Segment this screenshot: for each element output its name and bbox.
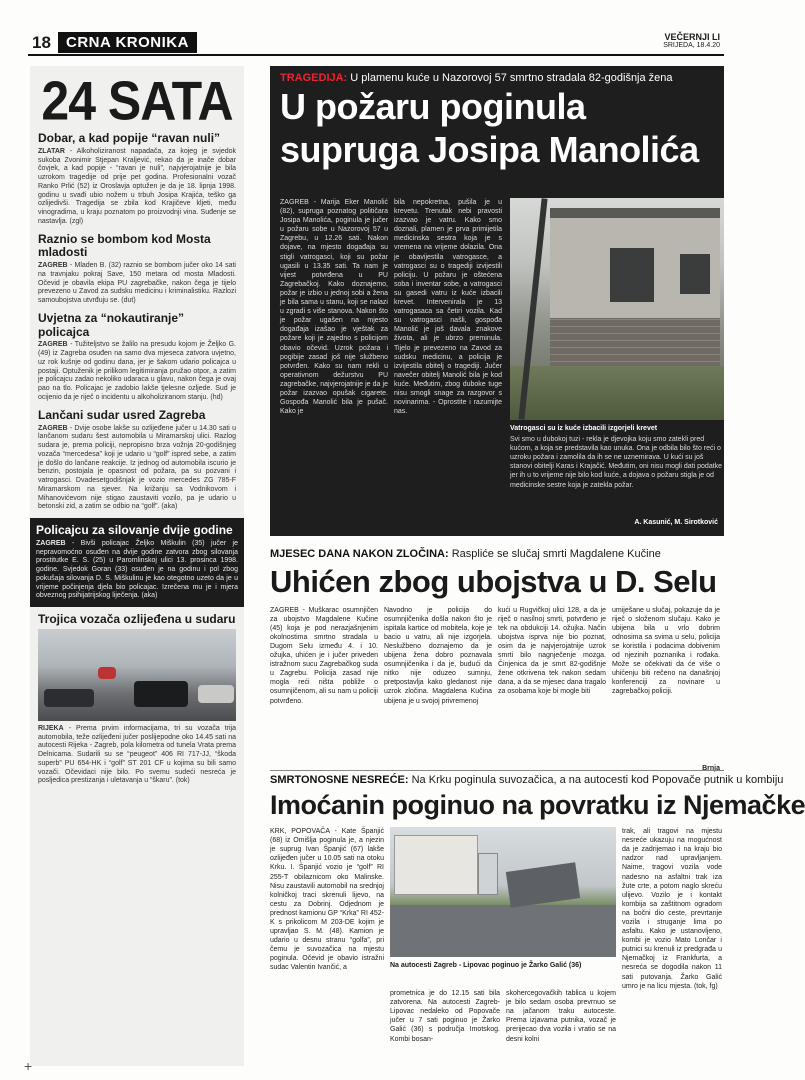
- house-window: [680, 254, 710, 294]
- car-shape: [98, 667, 116, 679]
- story3-col-3: skohercegovačkih tablica u kojem je bilo sedam osoba prevrnuo se na jačanom traku autoceste. Prema izjavama putnika, vozač je prerijecao dva vozila i vratio se na desni kolni: [506, 990, 616, 1043]
- brief-zlatar: [38, 132, 236, 227]
- car-shape: [44, 689, 94, 707]
- road: [390, 905, 616, 957]
- main-col-2: bila nepokretna, pušila je u krevetu. Trenutak nebi pravosti izazvao je vatru. Kako smo doznali, plamen je prva primijetila medicinska sestra koja je s vremena na vrijeme dolazila. Ona je obavijestila vatrogasce, a vatrogasci su o tragediji izvijestili policiju. U požaru je oštećena soba i inventar sobe, a vatrogasci su gasedi vatru iz kuće izbacili krevet. Intervenirala je 13 vatrogasaca sa četiri vozila. Kad su vatrogasci našli, gospođa Manolić je još davala znakove života, ali je ubrzo preminula. Tijelo je prevezeno na Zavod za sudsku medicinu, a policija je izvijestila obitelj o tragediji. Jučer navečer obitelj Manolić bila je kod kuće. Međutim, zbog duboke tuge nisu smogli snage za razgovor s novinarima. - Oprostite i razumijte nas.: [394, 199, 502, 416]
- brief-policajac: [38, 312, 236, 403]
- story2-headline: Uhićen zbog ubojstva u D. Selu: [270, 564, 717, 599]
- brief-trojica: [38, 613, 236, 786]
- masthead-date: SRIJEDA, 18.4.20: [663, 42, 720, 49]
- section-label: CRNA KRONIKA: [58, 32, 197, 53]
- page-header: [28, 30, 724, 56]
- story3-body: [270, 827, 724, 1067]
- brief-headline: Lančani sudar usred Zagreba: [38, 407, 206, 422]
- car-shape: [134, 681, 188, 707]
- main-headline-line2: supruga Josipa Manolića: [280, 128, 699, 170]
- crash-photo: [38, 629, 236, 721]
- page-number: 18: [32, 33, 51, 52]
- story-dugo-selo: [270, 548, 724, 776]
- story3-col-4: trak, ali tragovi na mjestu nesreće ukazuju na mogućnost da je zadrijemao i na kraju bio nadzor nad upravljanjem. Naime, tragovi vozila vode nadesno na asfaltni trak iza žute crte, a potom naglo skreću ulijevo. Vozilo je i kontakt kombija sa zaštitnom ogradom na bočni dio ceste, prevrtanje vozila i struganje lima po asfaltu. Kako je ustanovljeno, kombi je vozio Mato Lončar i putnici su krenuli iz predgrađa u Njemačkoj iz Frankfurta, a nesreća se dogodila nakon 11 sati putovanja. Žarko Galić umro je na licu mjesta. (tok, fg): [622, 828, 722, 990]
- brief-sudar: [38, 409, 236, 512]
- story3-kicker: SMRTONOSNE NESREĆE: Na Krku poginula suvozačica, a na autocesti kod Popovače putnik u kombiju: [270, 774, 784, 786]
- brief-text: ZAGREB - Bivši policajac Željko Miškulin (35) jučer je nepravomoćno osuđen na dvije godine zatvora zbog silovanja prostitutke E. S. (25) u Paromlinskoj ulici 13. prosinca 1998. godine. Svjedok Goran (33) osuđen je na godinu i pol zbog pokušaja silovanja D. S. Miškulinu je kao otegotno uzeto da je u vrijeme počinjenja djela bio policajac. Izrečena mu je i mjera obveznog psihijatrijskog liječenja. (aka): [36, 539, 238, 600]
- main-photo-caption: Vatrogasci su iz kuće izbacili izgorjeli krevet Svi smo u dubokoj tuzi - rekla je djevojka koju smo zatekli pred kućom, a koja se predstavila kao unuka. Ona je odbila bilo što reći o uzroku požara i zamolila da ih se ne uznemirava. U kući su još stanovi obitelji Karas i Krajačić. Međutim, oni nisu mogli dati podatke jer ih u to vrijeme nije bilo kod kuće, a dojava o požaru stigla je od medicinske sestre koja je zatekla požar.: [510, 425, 723, 489]
- main-body: [270, 192, 724, 536]
- story-imocanin: [270, 770, 805, 1067]
- car-shape: [198, 685, 234, 703]
- brief-text: ZAGREB - Dvije osobe lakše su ozlijeđene jučer u 14.30 sati u lančanom sudaru šest automobila u Miramarskoj ulici. Razlog sudara je, prema policiji, nepropisno brza vožnja 20-godišnjeg vozača “mercedesa” koji je udario u “golf” ispred sebe, a zatim je došlo do lančane reakcije. Iz jednog od automobila iscurio je benzin, postojala je opasnost od požara, pa su pozvani i vatrogasci. Dvadesetgodišnjak je vozio mercedes ZG 785-F Miramarskom na sjever. Na križanju sa Vodnikovom i Mihanovićevom nije stigao zaustaviti vozilo, pa je udario u betonski zid, a zatim se odbio na “golf”. (aka): [38, 424, 236, 511]
- story2-col-3: kući u Rugvičkoj ulici 128, a da je riječ o nasilnoj smrti, potvrđeno je tek na obdukciji 14. ožujka. Način ubojstva isprva nije bio poznat, osim da je najvjerojatnije uzrok smrti bilo nagnječenje mozga. Činjenica da je smrt 82-godišnje žene otkrivena tek nakon sedam dana, a da se mjesec dana tragalo za osobama koje bi mogle biti: [498, 606, 606, 696]
- story2-kicker: MJESEC DANA NAKON ZLOČINA: Raspliće se slučaj smrti Magdalene Kučine: [270, 548, 661, 560]
- sidebar-24-sata: [30, 66, 244, 1066]
- story2-col-4: umiješane u slučaj, pokazuje da je riječ o složenom slučaju. Kako je ubijena bila u vrlo dobrim odnosima sa svima u selu, policija se koristila i podacima dobivenim od njezinih poznanika i rođaka. Može se očekivati da će više o uhićenju biti rečeno na današnjoj konferenciji za novinare u zagrebačkoj policiji.: [612, 606, 720, 696]
- masthead-title: VEČERNJI LI: [664, 32, 720, 42]
- brief-text: ZAGREB - Mladen B. (32) raznio se bombom jučer oko 14 sati na travnjaku pokraj Save, 150 metara od mosta Mladosti. Očevid je obavila ekipa PU zagrebačke, nakon čega je tijelo prevezeno u Zavod za sudsku medicinu i kriminalistiku. Razlozi samoubojstva utvrđuju se. (dut): [38, 262, 236, 305]
- story3-headline: Imoćanin poginuo na povratku iz Njemačke: [270, 790, 805, 820]
- main-story: [270, 66, 724, 536]
- brief-headline: Trojica vozača ozlijeđena u sudaru: [38, 612, 236, 627]
- masthead: [663, 32, 720, 49]
- crash-truck-photo: [390, 827, 616, 957]
- story2-signature: Brnja: [702, 764, 720, 772]
- main-headline-line1: U požaru poginula: [280, 86, 586, 127]
- main-col-1: ZAGREB - Marija Eker Manolić (82), supruga poznatog političara Josipa Manolića, poginula je jučer u požaru sobe u Nazorovoj 57 u Zagrebu, u 12.26 sati. Nakon dojave, na mjesto događaja su stigli vatrogasci, koji su požar ugasili u 13.35 sati. Ta nam je vijest potvrđena u PU Zagrebačkoj. Kako doznajemo, požar je izbio u jednoj sobi a žena je bila sama u stanu, koji se nalazi u zgradi s više stanova. Nakon što je požar ugašen na mjesto događaja izašao je vještak za požare koji je zajedno s policijom obavio očevid. Uzrok požara i pogibije zasad još nije službeno potvrđen. Kako su nam rekli u operativnom dežurstvu PU zagrebačke, najvjerojatnije je da je požar izazvao opušak cigarete. Gospođa Manolić bila je pušač. Kako je: [280, 199, 388, 416]
- truck-cab-shape: [478, 853, 498, 895]
- main-kicker: TRAGEDIJA: U plamenu kuće u Nazorovoj 57 smrtno stradala 82-godišnja žena: [280, 72, 673, 84]
- brief-silovanje: [30, 518, 244, 607]
- story3-photo-caption: Na autocesti Zagreb - Lipovac poginuo je Žarko Galić (36): [390, 962, 582, 970]
- burned-house-photo: [510, 198, 724, 420]
- brief-headline: Dobar, a kad popije “ravan nuli”: [38, 131, 221, 145]
- story2-body: [270, 606, 724, 776]
- wrecked-van-shape: [506, 862, 580, 907]
- truck-shape: [394, 835, 478, 895]
- brief-bomba: [38, 233, 236, 306]
- ground: [510, 366, 724, 420]
- brief-headline: Raznio se bombom kod Mosta mladosti: [38, 231, 211, 260]
- story3-col-1: KRK, POPOVAČA - Kate Španjić (68) iz Omišlja poginula je, a njezin je suprug Ivan Španjić (67) lakše ozlijeđen jučer u 10.05 sati na otoku Krku. I. Španjić vozio je “golf” RI 255-T obilaznicom oko Malinske. Nisu zaustavili automobil na srednjoj kolničkoj traci skrenuli lijevo, na cestu za Dobrinj. Odjednom je prednost kamionu GP “Krka” RI 452-K s prikolicom M 203-DE kojim je upravljao S. M. (48). Kamion je udario u desnu stranu “golfa”, pri čemu je suvozačica na mjestu poginula. Očevid je obavio istražni sudac Valentin Ivančić, a: [270, 828, 384, 972]
- crop-mark: +: [24, 1058, 33, 1074]
- house-window: [610, 248, 654, 302]
- brief-headline: Policajcu za silovanje dvije godine: [36, 523, 233, 538]
- brief-headline: Uvjetna za “nokautiranje” policajca: [38, 310, 185, 339]
- brief-text: ZLATAR - Alkoholiziranost napadača, za kojeg je svjedok sukoba Zvonimir Stjepan Kraljević, rekao da je inače dobar čovjek, a kad popije - “ravan je nuli”, najvjerojatnije je bila uzrokom tragedije od prije pet godina. Profesionalni vozač Ranko Prlić (52) iz Oroslavja optužen je da je 18. lipnja 1998. godinu u svađi ubio nožem u trbuh Josipa Krajića, teško ga ozlijedivši. Tragedija se zbila kod Krajičeve kljeti, među vinogradima, u kraju poznatom po proizvodnji vina. Suđenje se nastavlja. (zgl): [38, 147, 236, 225]
- section-rule: [270, 770, 724, 771]
- house-brick: [550, 318, 720, 368]
- main-banner: [270, 66, 724, 192]
- brief-text: RIJEKA - Prema prvim informacijama, tri su vozača trija automobila, teže ozlijeđeni jučer poslijepodne oko 14.45 sati na autocesti Rijeka - Zagreb, pola kilometra od tunela Vrata prema Delnicama. Sudarili su se “peugeot” 406 RI 717-JJ, “škoda superb” PU 654-HK i “golf” ST 201 CF u kojima su bili samo vozači. Očevidaci nije bilo. Po svemu sudeći nesreća je posljedica prestizanja i uletavanja u “škaru”. (tok): [38, 724, 236, 785]
- story2-col-2: Navodno je policija do osumnjičenika došla nakon što je ispitala kartice od mobitela, koje je bacio u vatru, ali nije izgorjela. Neslužbeno doznajemo da je ubijena žena dobro poznavala osumnjičenika i da je, budući da nitko nije oduzeo sumnju, pretpostavlja kako gledanost nije uzrok zločina. Magdalena Kučina ubijena je u svojoj privremenoj: [384, 606, 492, 705]
- story2-col-1: ZAGREB - Muškarac osumnjičen za ubojstvo Magdalene Kučine (45) koja je pod nerazjašnjenim okolnostima smrtno stradala u Dugom Selu između 4. i 10. ožujka, uhićen je i jučer priveden istražnom sucu Zagrebačkog suda u Zagrebu. Policija zasad nije mogla reći ništa pobliže o osumnjičenom, ali su nam u policiji potvrđeno.: [270, 606, 378, 705]
- story3-col-2: prometnica je do 12.15 sati bila zatvorena. Na autocesti Zagreb-Lipovac nedaleko od Popovače jučer u 7 sati poginuo je Žarko Galić (36) s područja Imotskog. Kombi bosan-: [390, 990, 500, 1043]
- brief-text: ZAGREB - Tužiteljstvo se žalilo na presudu kojom je Željko G. (49) iz Zagreba osuđen na samo dva mjeseca zatvora uvjetno, uz rok kušnje od godinu dana, jer je šakom udario policajca u postaji. Optuženik je prilikom legitimiranja pružao otpor, a zatim je policajcu zadao nekoliko udaraca u glavu, nakon čega je ovaj pao na tlo. Policajac je zadobio lakše tjelesne ozljede. Sud je ocijenio da je riječ o incidentu u alkoholiziranom stanju. (hd): [38, 341, 236, 401]
- main-byline: A. Kasunić, M. Sirotković: [634, 519, 718, 526]
- sidebar-title: 24 SATA: [41, 70, 233, 132]
